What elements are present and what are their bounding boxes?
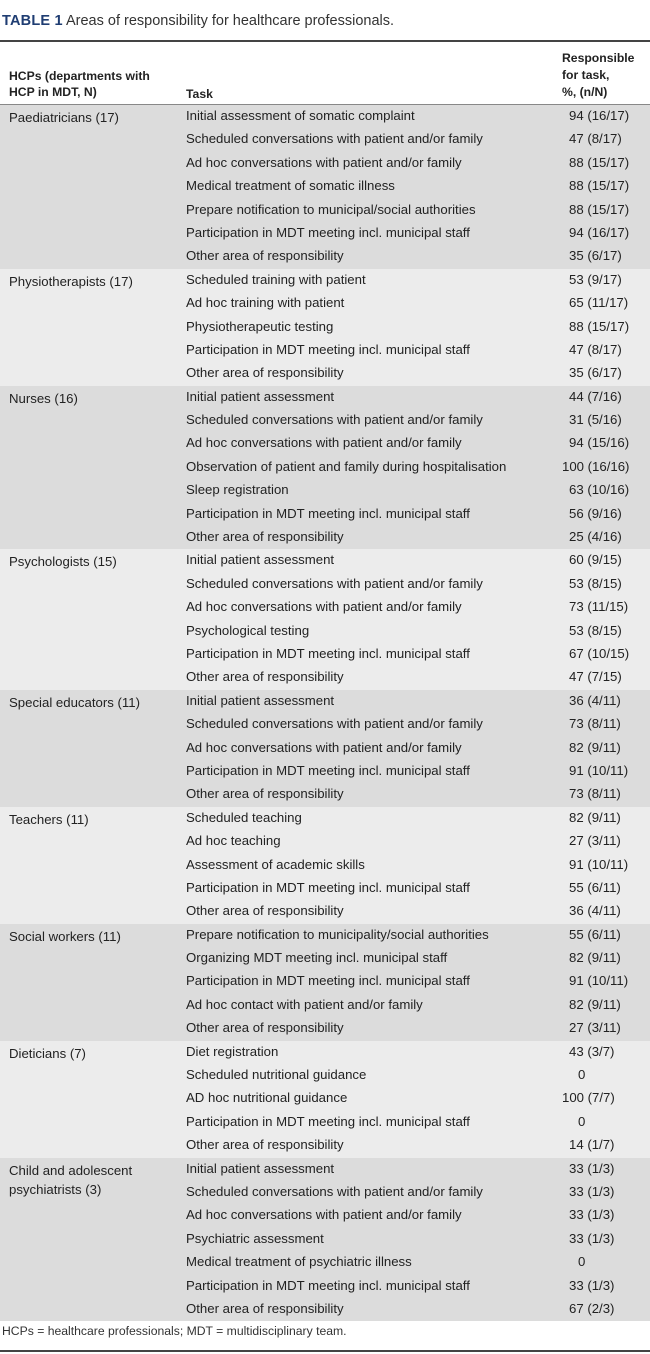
value-cell: 94 (15/16) bbox=[569, 435, 630, 451]
value-cell: 33 (1/3) bbox=[569, 1160, 615, 1176]
value-cell: 53 (8/15) bbox=[569, 622, 622, 638]
value-cell: 94 (16/17) bbox=[569, 108, 630, 123]
table-row bbox=[0, 854, 650, 877]
table-footnote: HCPs = healthcare professionals; MDT = multidisciplinary team. bbox=[2, 1324, 347, 1338]
group-block bbox=[0, 1041, 650, 1158]
task-cell: Participation in MDT meeting incl. municipal staff bbox=[186, 505, 470, 521]
value-cell: 73 (8/11) bbox=[569, 716, 621, 732]
table-row bbox=[0, 409, 650, 432]
table-row bbox=[0, 362, 650, 385]
task-cell: Scheduled conversations with patient and/or family bbox=[186, 412, 483, 428]
task-cell: Other area of responsibility bbox=[186, 669, 344, 685]
task-cell: Initial patient assessment bbox=[186, 1160, 335, 1176]
group-block bbox=[0, 690, 650, 807]
task-cell: Scheduled conversations with patient and/or family bbox=[186, 1183, 483, 1199]
task-cell: Other area of responsibility bbox=[186, 365, 344, 381]
table-row bbox=[0, 269, 650, 292]
table-row bbox=[0, 1181, 650, 1204]
task-cell: Assessment of academic skills bbox=[186, 856, 365, 872]
value-cell: 35 (6/17) bbox=[569, 248, 622, 264]
task-cell: AD hoc nutritional guidance bbox=[186, 1090, 348, 1106]
value-cell: 0 bbox=[578, 1067, 586, 1083]
value-cell: 43 (3/7) bbox=[569, 1043, 615, 1059]
value-cell: 100 (16/16) bbox=[562, 458, 630, 474]
group-block bbox=[0, 105, 650, 269]
task-cell: Ad hoc conversations with patient and/or family bbox=[186, 435, 462, 451]
table-row bbox=[0, 1228, 650, 1251]
table-row bbox=[0, 1111, 650, 1134]
table-row bbox=[0, 737, 650, 760]
table-row bbox=[0, 924, 650, 947]
task-cell: Participation in MDT meeting incl. municipal staff bbox=[186, 341, 470, 357]
value-cell: 100 (7/7) bbox=[562, 1090, 615, 1106]
value-cell: 33 (1/3) bbox=[569, 1230, 615, 1246]
value-cell: 91 (10/11) bbox=[569, 762, 629, 778]
table-caption bbox=[2, 13, 394, 29]
task-cell: Other area of responsibility bbox=[186, 1300, 344, 1316]
value-cell: 33 (1/3) bbox=[569, 1277, 615, 1293]
table-row bbox=[0, 432, 650, 455]
task-cell: Participation in MDT meeting incl. municipal staff bbox=[186, 879, 470, 895]
table-row bbox=[0, 1298, 650, 1321]
header-responsible: Responsible for task, %, (n/N) bbox=[562, 51, 635, 99]
table-row bbox=[0, 783, 650, 806]
table-row bbox=[0, 292, 650, 315]
group-name: Social workers (11) bbox=[9, 928, 121, 944]
group-block bbox=[0, 269, 650, 386]
task-cell: Participation in MDT meeting incl. municipal staff bbox=[186, 1277, 470, 1293]
table-row bbox=[0, 1251, 650, 1274]
value-cell: 47 (8/17) bbox=[569, 131, 622, 147]
group-name: Child and adolescent psychiatrists (3) bbox=[9, 1162, 133, 1197]
table-row bbox=[0, 105, 650, 128]
value-cell: 88 (15/17) bbox=[569, 318, 630, 334]
group-name: Dieticians (7) bbox=[9, 1045, 86, 1061]
task-cell: Observation of patient and family during hospitalisation bbox=[186, 458, 507, 474]
value-cell: 35 (6/17) bbox=[569, 365, 622, 381]
value-cell: 73 (11/15) bbox=[569, 599, 629, 615]
group-name: Paediatricians (17) bbox=[9, 110, 119, 125]
table-row bbox=[0, 245, 650, 268]
value-cell: 82 (9/11) bbox=[569, 950, 621, 966]
task-cell: Scheduled teaching bbox=[186, 809, 302, 825]
group-block bbox=[0, 386, 650, 550]
value-cell: 25 (4/16) bbox=[569, 529, 622, 545]
task-cell: Scheduled nutritional guidance bbox=[186, 1067, 367, 1083]
table-row bbox=[0, 316, 650, 339]
value-cell: 53 (8/15) bbox=[569, 575, 622, 591]
value-cell: 65 (11/17) bbox=[569, 295, 629, 311]
value-cell: 44 (7/16) bbox=[569, 388, 622, 404]
value-cell: 47 (8/17) bbox=[569, 341, 622, 357]
table-row bbox=[0, 549, 650, 572]
group-block bbox=[0, 807, 650, 924]
value-cell: 47 (7/15) bbox=[569, 669, 622, 685]
table-row bbox=[0, 994, 650, 1017]
table-row bbox=[0, 503, 650, 526]
table-title: Areas of responsibility for healthcare professionals. bbox=[62, 13, 395, 29]
task-cell: Psychological testing bbox=[186, 622, 310, 638]
value-cell: 31 (5/16) bbox=[569, 412, 622, 428]
task-cell: Scheduled conversations with patient and/or family bbox=[186, 716, 483, 732]
table-row bbox=[0, 526, 650, 549]
value-cell: 53 (9/17) bbox=[569, 271, 622, 287]
table-row bbox=[0, 690, 650, 713]
table-row bbox=[0, 175, 650, 198]
value-cell: 67 (2/3) bbox=[569, 1300, 615, 1316]
task-cell: Prepare notification to municipality/social authorities bbox=[186, 926, 489, 942]
task-cell: Sleep registration bbox=[186, 482, 289, 498]
task-cell: Ad hoc conversations with patient and/or family bbox=[186, 739, 462, 755]
table-row bbox=[0, 339, 650, 362]
header-task: Task bbox=[186, 87, 213, 101]
task-cell: Initial patient assessment bbox=[186, 692, 335, 708]
task-cell: Other area of responsibility bbox=[186, 529, 344, 545]
group-name: Teachers (11) bbox=[9, 811, 89, 827]
table-row bbox=[0, 620, 650, 643]
task-cell: Other area of responsibility bbox=[186, 1137, 344, 1153]
value-cell: 82 (9/11) bbox=[569, 996, 621, 1012]
value-cell: 88 (15/17) bbox=[569, 154, 630, 170]
table-row bbox=[0, 199, 650, 222]
value-cell: 67 (10/15) bbox=[569, 645, 630, 661]
group-block bbox=[0, 924, 650, 1041]
value-cell: 94 (16/17) bbox=[569, 224, 630, 240]
table-row bbox=[0, 573, 650, 596]
table-header bbox=[0, 42, 650, 105]
group-name: Psychologists (15) bbox=[9, 554, 117, 570]
value-cell: 55 (6/11) bbox=[569, 926, 621, 942]
table-row bbox=[0, 128, 650, 151]
value-cell: 33 (1/3) bbox=[569, 1207, 615, 1223]
table-row bbox=[0, 1041, 650, 1064]
table-row bbox=[0, 386, 650, 409]
task-cell: Ad hoc contact with patient and/or family bbox=[186, 996, 423, 1012]
table-row bbox=[0, 596, 650, 619]
value-cell: 36 (4/11) bbox=[569, 692, 621, 708]
value-cell: 88 (15/17) bbox=[569, 178, 630, 194]
task-cell: Scheduled training with patient bbox=[186, 271, 366, 287]
task-cell: Medical treatment of psychiatric illness bbox=[186, 1254, 412, 1270]
value-cell: 55 (6/11) bbox=[569, 879, 621, 895]
task-cell: Scheduled conversations with patient and/or family bbox=[186, 131, 483, 147]
task-cell: Prepare notification to municipal/social authorities bbox=[186, 201, 476, 217]
value-cell: 27 (3/11) bbox=[569, 1020, 621, 1036]
task-cell: Participation in MDT meeting incl. municipal staff bbox=[186, 1113, 470, 1129]
table-row bbox=[0, 1017, 650, 1040]
task-cell: Ad hoc training with patient bbox=[186, 295, 345, 311]
table-row bbox=[0, 1064, 650, 1087]
table-row bbox=[0, 713, 650, 736]
value-cell: 82 (9/11) bbox=[569, 809, 621, 825]
table-row bbox=[0, 760, 650, 783]
value-cell: 14 (1/7) bbox=[569, 1137, 615, 1153]
task-cell: Participation in MDT meeting incl. municipal staff bbox=[186, 762, 470, 778]
task-cell: Participation in MDT meeting incl. municipal staff bbox=[186, 645, 470, 661]
table-row bbox=[0, 1275, 650, 1298]
task-cell: Other area of responsibility bbox=[186, 786, 344, 802]
task-cell: Participation in MDT meeting incl. municipal staff bbox=[186, 224, 470, 240]
table-row bbox=[0, 900, 650, 923]
value-cell: 0 bbox=[578, 1113, 586, 1129]
table-row bbox=[0, 1204, 650, 1227]
table-row bbox=[0, 479, 650, 502]
task-cell: Initial patient assessment bbox=[186, 388, 335, 404]
task-cell: Other area of responsibility bbox=[186, 248, 344, 264]
task-cell: Initial assessment of somatic complaint bbox=[186, 108, 415, 123]
group-block bbox=[0, 1158, 650, 1322]
table-label: TABLE 1 bbox=[2, 13, 63, 29]
task-cell: Other area of responsibility bbox=[186, 903, 344, 919]
value-cell: 60 (9/15) bbox=[569, 552, 622, 568]
task-cell: Initial patient assessment bbox=[186, 552, 335, 568]
task-cell: Ad hoc teaching bbox=[186, 833, 281, 849]
table-row bbox=[0, 877, 650, 900]
value-cell: 91 (10/11) bbox=[569, 856, 629, 872]
value-cell: 73 (8/11) bbox=[569, 786, 621, 802]
table-row bbox=[0, 1158, 650, 1181]
group-name: Special educators (11) bbox=[9, 694, 140, 710]
value-cell: 63 (10/16) bbox=[569, 482, 630, 498]
table-row bbox=[0, 1087, 650, 1110]
bottom-rule bbox=[0, 1350, 650, 1352]
task-cell: Other area of responsibility bbox=[186, 1020, 344, 1036]
header-hcps: HCPs (departments with HCP in MDT, N) bbox=[9, 69, 150, 99]
task-cell: Psychiatric assessment bbox=[186, 1230, 324, 1246]
group-name: Nurses (16) bbox=[9, 390, 78, 406]
task-cell: Physiotherapeutic testing bbox=[186, 318, 334, 334]
table-row bbox=[0, 830, 650, 853]
table-row bbox=[0, 152, 650, 175]
table-row bbox=[0, 222, 650, 245]
value-cell: 36 (4/11) bbox=[569, 903, 621, 919]
task-cell: Participation in MDT meeting incl. municipal staff bbox=[186, 973, 470, 989]
value-cell: 27 (3/11) bbox=[569, 833, 621, 849]
value-cell: 0 bbox=[578, 1254, 586, 1270]
value-cell: 91 (10/11) bbox=[569, 973, 629, 989]
table-row bbox=[0, 807, 650, 830]
value-cell: 82 (9/11) bbox=[569, 739, 621, 755]
task-cell: Ad hoc conversations with patient and/or family bbox=[186, 1207, 462, 1223]
task-cell: Ad hoc conversations with patient and/or family bbox=[186, 154, 462, 170]
group-block bbox=[0, 549, 650, 689]
task-cell: Medical treatment of somatic illness bbox=[186, 178, 395, 194]
table-row bbox=[0, 643, 650, 666]
table-row bbox=[0, 947, 650, 970]
table-row bbox=[0, 970, 650, 993]
table-row bbox=[0, 666, 650, 689]
value-cell: 88 (15/17) bbox=[569, 201, 630, 217]
task-cell: Organizing MDT meeting incl. municipal staff bbox=[186, 950, 448, 966]
table-row bbox=[0, 456, 650, 479]
value-cell: 33 (1/3) bbox=[569, 1183, 615, 1199]
task-cell: Diet registration bbox=[186, 1043, 279, 1059]
task-cell: Ad hoc conversations with patient and/or family bbox=[186, 599, 462, 615]
table-row bbox=[0, 1134, 650, 1157]
table-body bbox=[0, 105, 650, 1321]
group-name: Physiotherapists (17) bbox=[9, 273, 133, 289]
task-cell: Scheduled conversations with patient and/or family bbox=[186, 575, 483, 591]
value-cell: 56 (9/16) bbox=[569, 505, 622, 521]
